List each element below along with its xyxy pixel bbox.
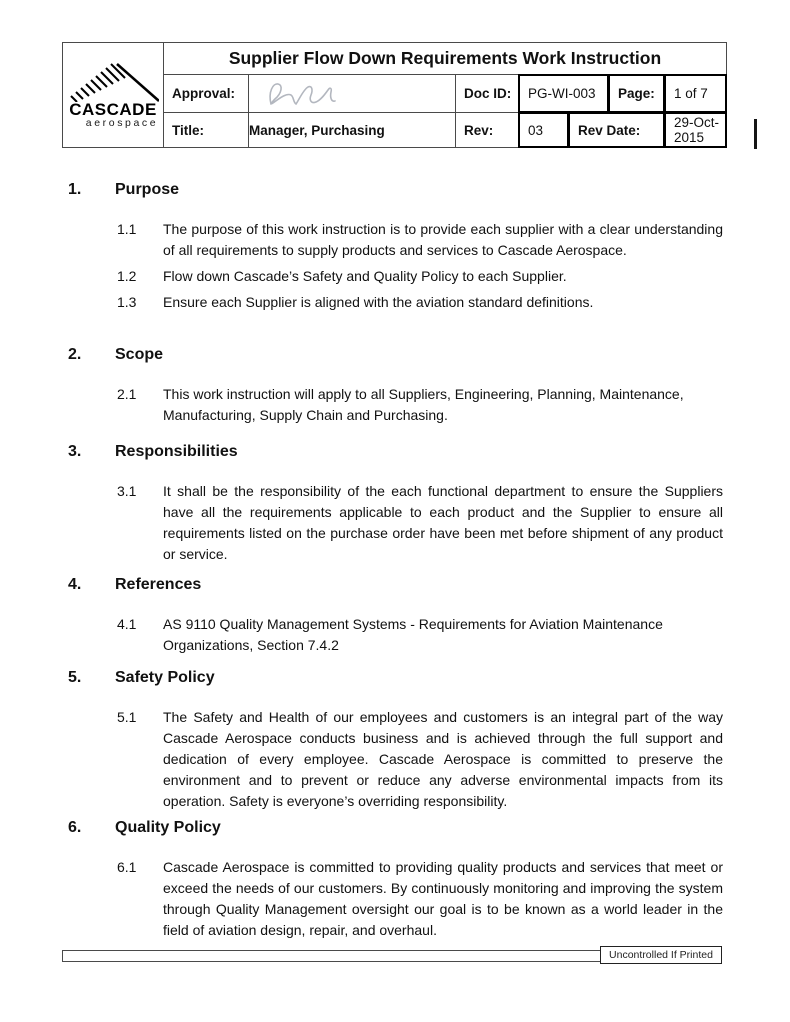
section-number: 4. xyxy=(68,576,82,593)
clause-number: 4.1 xyxy=(117,616,137,632)
section-heading xyxy=(62,180,727,200)
clause-number: 1.2 xyxy=(117,268,137,284)
clause-text: This work instruction will apply to all Suppliers, Engineering, Planning, Maintenance, Manufacturing, Supply Chain and Purchasing. xyxy=(163,386,684,423)
title-label: Title: xyxy=(163,112,249,148)
approval-label: Approval: xyxy=(163,74,249,113)
section-heading xyxy=(62,818,727,838)
clause-text: The Safety and Health of our employees and customers is an integral part of the way Cascade Aerospace conducts business and is achieved through the full support and dedication of every employee. Cascade Aerospace is committed to preserve the environment and to prevent or reduce any adverse environmental impacts from its operation. Safety is everyone’s overriding responsibility. xyxy=(163,709,723,809)
section-number: 5. xyxy=(68,669,82,686)
clause-text: The purpose of this work instruction is to provide each supplier with a clear understanding of all requirements to supply products and services to Cascade Aerospace. xyxy=(163,221,723,258)
section-number: 6. xyxy=(68,819,82,836)
aerospace-wordmark: aerospace xyxy=(85,116,159,129)
section-number: 2. xyxy=(68,346,82,363)
clause xyxy=(62,857,727,941)
section-purpose xyxy=(62,180,727,318)
page-label: Page: xyxy=(608,74,665,113)
clause xyxy=(62,219,727,261)
company-logo xyxy=(62,42,164,148)
clause xyxy=(62,614,727,656)
section-number: 3. xyxy=(68,443,82,460)
clause-text: It shall be the responsibility of the each functional department to ensure the Suppliers have all the requirements applicable to each product and the Supplier to ensure all requirements listed on the purchase order have been met before shipment of any product or service. xyxy=(163,483,723,562)
section-heading xyxy=(62,345,727,365)
section-title: References xyxy=(115,576,202,593)
clause-number: 6.1 xyxy=(117,859,137,875)
section-title: Responsibilities xyxy=(115,443,238,460)
section-title: Safety Policy xyxy=(115,669,215,686)
doc-id-value: PG-WI-003 xyxy=(518,74,609,113)
uncontrolled-if-printed-badge: Uncontrolled If Printed xyxy=(600,946,722,964)
clause xyxy=(62,292,727,313)
section-references xyxy=(62,575,727,661)
approval-signature xyxy=(248,74,456,113)
section-heading xyxy=(62,668,727,688)
rev-date-value: 29-Oct-2015 xyxy=(664,112,727,148)
section-heading xyxy=(62,575,727,595)
rev-value: 03 xyxy=(518,112,569,148)
section-scope xyxy=(62,345,727,431)
title-value: Manager, Purchasing xyxy=(248,112,456,148)
section-title: Purpose xyxy=(115,181,180,198)
clause-number: 1.1 xyxy=(117,221,137,237)
section-number: 1. xyxy=(68,181,82,198)
rev-date-label: Rev Date: xyxy=(568,112,665,148)
clause xyxy=(62,481,727,565)
clause-number: 1.3 xyxy=(117,294,137,310)
clause xyxy=(62,266,727,287)
section-heading xyxy=(62,442,727,462)
rev-label: Rev: xyxy=(455,112,519,148)
clause xyxy=(62,707,727,812)
clause-number: 2.1 xyxy=(117,386,137,402)
document-header-table xyxy=(62,42,727,148)
cascade-wordmark: CASCADE xyxy=(69,99,157,119)
document-title: Supplier Flow Down Requirements Work Instruction xyxy=(163,42,727,75)
handwritten-signature-icon xyxy=(263,78,373,110)
clause-text: Cascade Aerospace is committed to providing quality products and services that meet or exceed the needs of our customers. By continuously monitoring and improving the system through Quality Management oversight our goal is to be known as a world leader in the field of aviation design, repair, and overhaul. xyxy=(163,859,723,938)
page-value: 1 of 7 xyxy=(664,74,727,113)
clause-text: Flow down Cascade’s Safety and Quality Policy to each Supplier. xyxy=(163,268,567,284)
section-quality-policy xyxy=(62,818,727,946)
section-title: Scope xyxy=(115,346,164,363)
clause xyxy=(62,384,727,426)
cascade-hatch-triangle-icon xyxy=(67,62,159,102)
clause-text: AS 9110 Quality Management Systems - Requirements for Aviation Maintenance Organizations, Section 7.4.2 xyxy=(163,616,663,653)
clause-text: Ensure each Supplier is aligned with the aviation standard definitions. xyxy=(163,294,594,310)
clause-number: 3.1 xyxy=(117,483,137,499)
stray-scan-mark xyxy=(754,119,757,149)
section-safety-policy xyxy=(62,668,727,817)
clause-number: 5.1 xyxy=(117,709,137,725)
section-responsibilities xyxy=(62,442,727,570)
section-title: Quality Policy xyxy=(115,819,221,836)
doc-id-label: Doc ID: xyxy=(455,74,519,113)
